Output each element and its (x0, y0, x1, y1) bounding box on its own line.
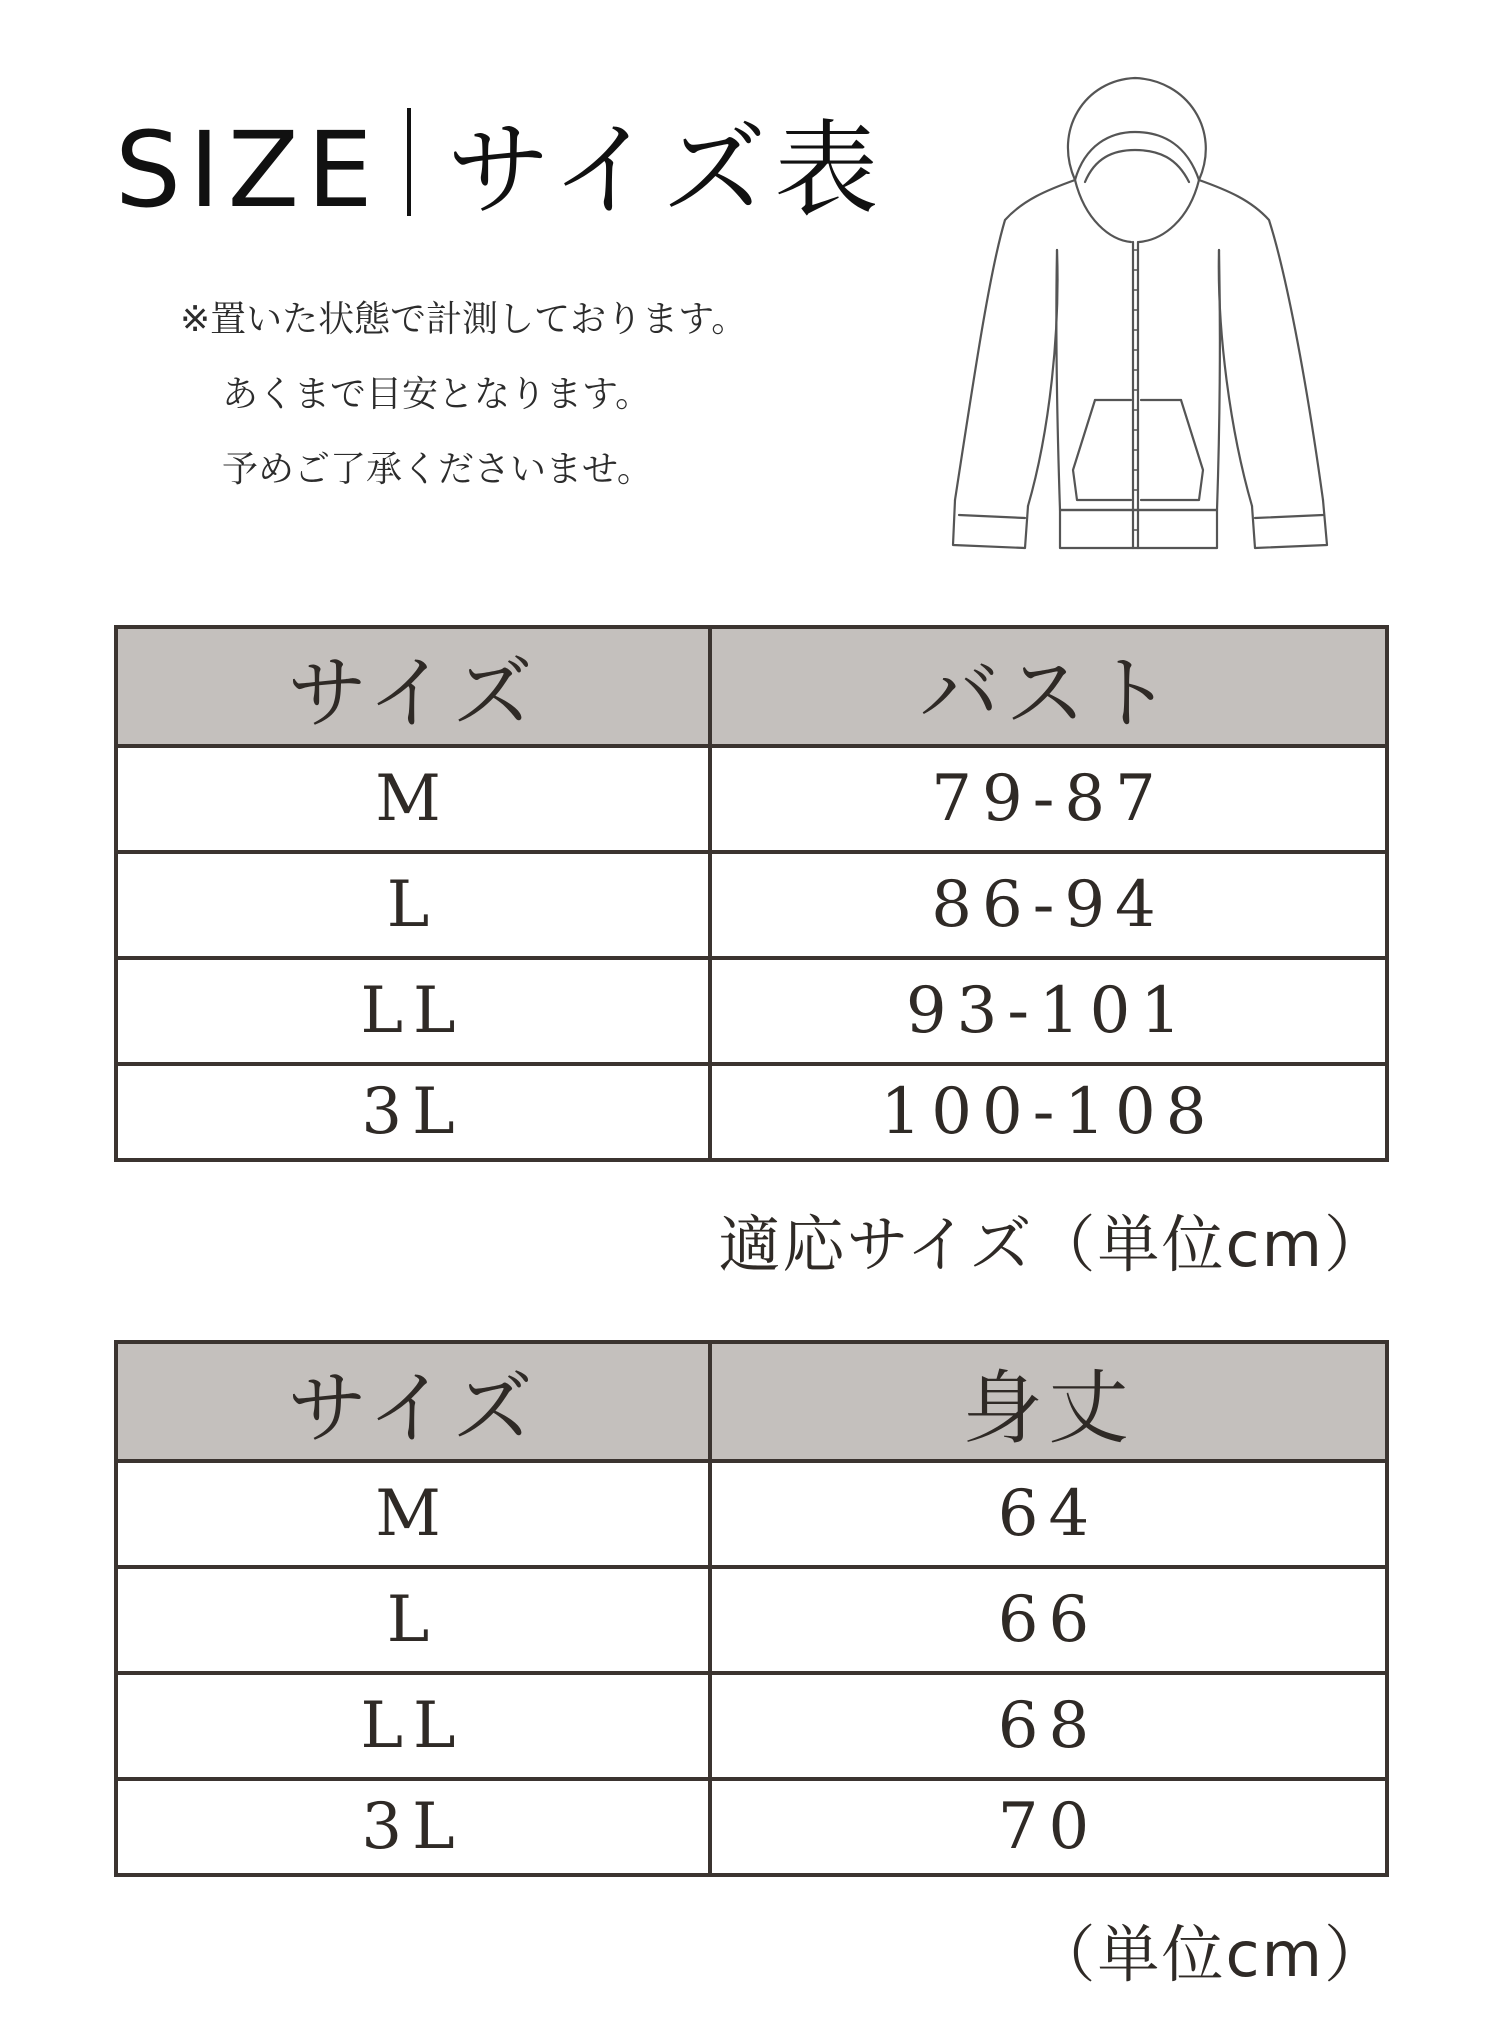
title-divider (407, 108, 411, 216)
size-cell: L (116, 852, 710, 958)
title-english: SIZE (115, 109, 381, 231)
size-cell: 3L (116, 1779, 710, 1875)
note-line-1: ※置いた状態で計測しております。 (180, 299, 748, 340)
header-size: サイズ (116, 627, 710, 746)
length-cell: 70 (710, 1779, 1387, 1875)
bust-cell: 93-101 (710, 958, 1387, 1064)
table-row (116, 958, 1387, 1064)
zip-hoodie-icon (935, 70, 1340, 560)
table-row (116, 852, 1387, 958)
header-length: 身丈 (710, 1342, 1387, 1461)
length-size-table (114, 1340, 1389, 1877)
table-row (116, 1673, 1387, 1779)
length-cell: 64 (710, 1461, 1387, 1567)
table-row (116, 1779, 1387, 1875)
bust-size-table (114, 625, 1389, 1162)
bust-cell: 100-108 (710, 1064, 1387, 1160)
table-header-row (116, 627, 1387, 746)
size-cell: LL (116, 958, 710, 1064)
table-row (116, 1461, 1387, 1567)
size-cell: LL (116, 1673, 710, 1779)
table-row (116, 746, 1387, 852)
size-cell: L (116, 1567, 710, 1673)
title-japanese: サイズ表 (446, 109, 887, 231)
page-title (115, 105, 886, 235)
size-cell: M (116, 1461, 710, 1567)
length-cell: 68 (710, 1673, 1387, 1779)
bust-cell: 86-94 (710, 852, 1387, 958)
size-cell: M (116, 746, 710, 852)
table-row (116, 1567, 1387, 1673)
bust-cell: 79-87 (710, 746, 1387, 852)
length-cell: 66 (710, 1567, 1387, 1673)
header-bust: バスト (710, 627, 1387, 746)
length-table-caption: （単位cm） (1033, 1918, 1388, 1991)
bust-table-caption: 適応サイズ（単位cm） (718, 1208, 1388, 1281)
table-header-row (116, 1342, 1387, 1461)
note-line-2: あくまで目安となります。 (222, 374, 652, 415)
table-row (116, 1064, 1387, 1160)
size-cell: 3L (116, 1064, 710, 1160)
note-line-3: 予めご了承くださいませ。 (222, 449, 653, 490)
header-size: サイズ (116, 1342, 710, 1461)
